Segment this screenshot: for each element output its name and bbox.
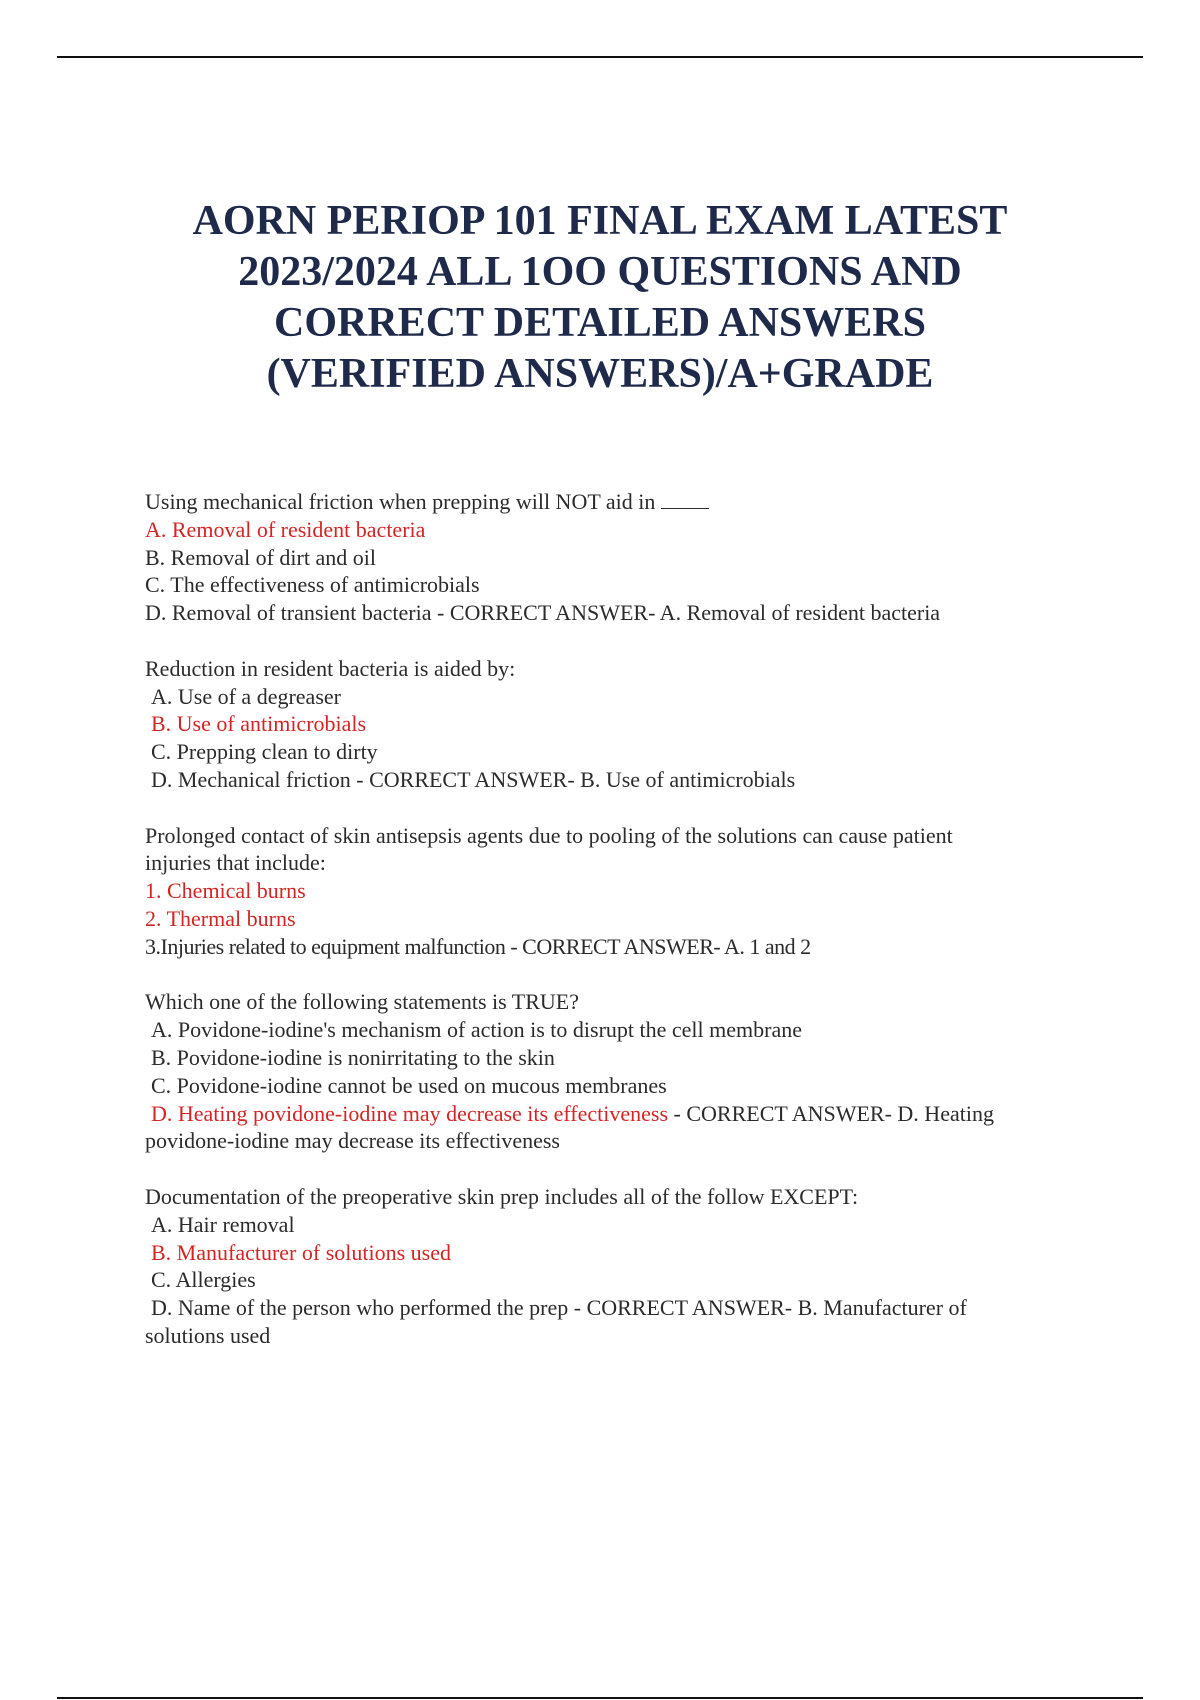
header-rule [57,56,1143,58]
option: C. Allergies [151,1267,256,1293]
option-with-answer: D. Name of the person who performed the prep - CORRECT ANSWER- B. Manufacturer of [151,1295,967,1321]
questions-body [145,488,1085,1378]
option-continuation: povidone-iodine may decrease its effectiveness [145,1128,560,1154]
correct-option: A. Removal of resident bacteria [145,516,426,542]
question-block-3 [145,822,1085,961]
document-title [120,196,1080,400]
question-block-4 [145,988,1085,1155]
option-continuation: solutions used [145,1322,271,1348]
question-block-5 [145,1183,1085,1350]
question-block-1 [145,488,1085,627]
option: A. Povidone-iodine's mechanism of action is to disrupt the cell membrane [151,1017,802,1043]
correct-option: B. Manufacturer of solutions used [151,1239,451,1265]
option: C. Povidone-iodine cannot be used on mucous membranes [151,1072,667,1098]
question-block-2 [145,655,1085,794]
option: C. Prepping clean to dirty [151,739,378,765]
option-with-answer: D. Heating povidone-iodine may decrease its effectiveness - CORRECT ANSWER- D. Heating [151,1100,994,1126]
answer-blank [661,490,709,509]
title-line: (VERIFIED ANSWERS)/A+GRADE [266,351,934,397]
question-text: Documentation of the preoperative skin prep includes all of the follow EXCEPT: [145,1183,859,1209]
correct-option: 2. Thermal burns [145,905,296,931]
option-with-answer: D. Mechanical friction - CORRECT ANSWER- B. Use of antimicrobials [151,766,796,792]
option: B. Povidone-iodine is nonirritating to the skin [151,1044,555,1070]
question-text: injuries that include: [145,850,326,876]
option: A. Use of a degreaser [151,683,341,709]
option: C. The effectiveness of antimicrobials [145,572,480,598]
correct-option: B. Use of antimicrobials [151,711,367,737]
option-with-answer: D. Removal of transient bacteria - CORRECT ANSWER- A. Removal of resident bacteria [145,600,941,626]
option-with-answer: 3.Injuries related to equipment malfunction - CORRECT ANSWER- A. 1 and 2 [145,933,811,959]
title-line: 2023/2024 ALL 1OO QUESTIONS AND [238,249,962,295]
question-text: Using mechanical friction when prepping will NOT aid in [145,488,1085,516]
title-line: AORN PERIOP 101 FINAL EXAM LATEST [192,198,1008,244]
title-line: CORRECT DETAILED ANSWERS [274,300,926,346]
correct-option: 1. Chemical burns [145,878,306,904]
option: A. Hair removal [151,1211,295,1237]
question-text: Which one of the following statements is TRUE? [145,989,580,1015]
footer-rule [57,1697,1143,1699]
correct-option: D. Heating povidone-iodine may decrease its effectiveness [151,1100,669,1126]
question-text: Prolonged contact of skin antisepsis agents due to pooling of the solutions can cause patient [145,822,953,848]
question-text: Reduction in resident bacteria is aided by: [145,655,516,681]
option: B. Removal of dirt and oil [145,544,376,570]
